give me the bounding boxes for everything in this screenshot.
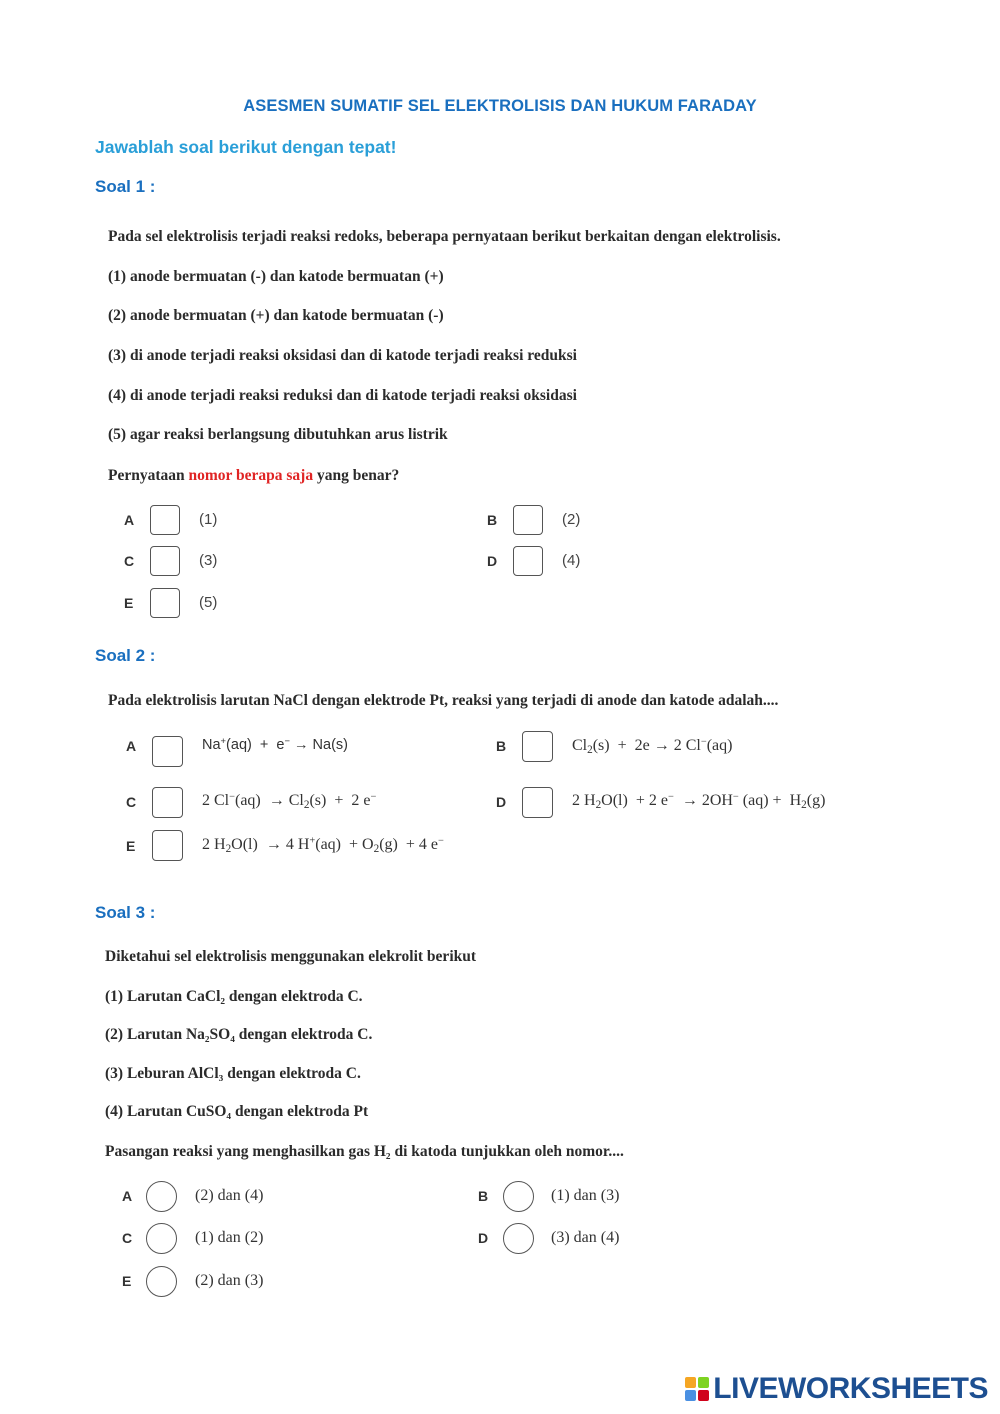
option-letter: E: [122, 1273, 132, 1289]
soal-1-option-d-checkbox[interactable]: [513, 546, 543, 576]
soal-1-heading: Soal 1 :: [95, 177, 156, 196]
liveworksheets-logo-icon: [685, 1377, 709, 1401]
soal-3-heading: Soal 3 :: [95, 903, 156, 922]
option-letter: D: [496, 794, 507, 810]
option-letter: B: [496, 738, 507, 754]
soal-2-option-a-checkbox[interactable]: [152, 736, 183, 767]
soal-2-option-e-checkbox[interactable]: [152, 830, 183, 861]
soal-3-statement: (3) Leburan AlCl₃ dengan elektroda C.: [105, 1065, 361, 1082]
option-text: (5): [199, 594, 218, 611]
soal-1-statement: (5) agar reaksi berlangsung dibutuhkan arus listrik: [108, 426, 448, 443]
soal-1-statement: (4) di anode terjadi reaksi reduksi dan di katode terjadi reaksi oksidasi: [108, 387, 577, 404]
option-letter: C: [126, 794, 137, 810]
page-title: ASESMEN SUMATIF SEL ELEKTROLISIS DAN HUKUM FARADAY: [243, 97, 757, 115]
soal-2-option-b-checkbox[interactable]: [522, 731, 553, 762]
question-text: yang benar?: [313, 467, 400, 484]
soal-1-statement: (3) di anode terjadi reaksi oksidasi dan di katode terjadi reaksi reduksi: [108, 347, 577, 364]
soal-2-intro: Pada elektrolisis larutan NaCl dengan elektrode Pt, reaksi yang terjadi di anode dan katode adalah....: [108, 692, 779, 709]
soal-3-option-a-radio[interactable]: [146, 1181, 177, 1212]
option-text: (3) dan (4): [551, 1229, 620, 1246]
soal-3-question: Pasangan reaksi yang menghasilkan gas H₂ di katoda tunjukkan oleh nomor....: [105, 1143, 624, 1160]
logo-square: [698, 1377, 709, 1388]
option-text: (4): [562, 552, 581, 569]
option-equation: $Cl_2(s) + 2e \to 2$ Cl−(aq): [572, 736, 733, 756]
question-text: Pernyataan: [108, 467, 189, 484]
option-text: (1): [199, 511, 218, 528]
option-equation: Na+(aq) + e− → Na(s): [202, 734, 348, 753]
soal-2-option-d-checkbox[interactable]: [522, 787, 553, 818]
option-text: (3): [199, 552, 218, 569]
soal-3-statement: (2) Larutan Na₂SO₄ dengan elektroda C.: [105, 1026, 373, 1043]
logo-square: [685, 1390, 696, 1401]
option-letter: C: [122, 1230, 133, 1246]
soal-1-question: [108, 467, 399, 485]
option-letter: A: [122, 1188, 133, 1204]
soal-3-option-d-radio[interactable]: [503, 1223, 534, 1254]
option-text: (2) dan (3): [195, 1272, 264, 1289]
soal-3-statement: (1) Larutan CaCl₂ dengan elektroda C.: [105, 988, 363, 1005]
option-letter: E: [126, 838, 136, 854]
option-letter: A: [124, 512, 135, 528]
option-equation: 2 $Cl^-(aq) \to Cl_2(s) + 2$ e−: [202, 791, 377, 811]
option-text: (1) dan (2): [195, 1229, 264, 1246]
option-letter: A: [126, 738, 137, 754]
soal-1-intro: Pada sel elektrolisis terjadi reaksi redoks, beberapa pernyataan berikut berkaitan dengan elektrolisis.: [108, 228, 781, 245]
soal-1-statement: (1) anode bermuatan (-) dan katode bermuatan (+): [108, 268, 444, 285]
option-letter: C: [124, 553, 135, 569]
soal-3-option-e-radio[interactable]: [146, 1266, 177, 1297]
soal-1-option-c-checkbox[interactable]: [150, 546, 180, 576]
liveworksheets-logo: [685, 1374, 988, 1404]
soal-3-option-b-radio[interactable]: [503, 1181, 534, 1212]
soal-3-intro: Diketahui sel elektrolisis menggunakan elekrolit berikut: [105, 948, 477, 965]
option-letter: D: [478, 1230, 489, 1246]
soal-1-statement: (2) anode bermuatan (+) dan katode bermuatan (-): [108, 307, 444, 324]
option-equation: 2 $H_2O(l) + 2$ e− → 2OH− $(aq) + H_2(g)$: [572, 791, 826, 811]
liveworksheets-brand: LIVEWORKSHEETS: [713, 1372, 988, 1405]
question-emphasis: nomor berapa saja: [188, 467, 314, 484]
soal-3-statement: (4) Larutan CuSO₄ dengan elektroda Pt: [105, 1103, 369, 1120]
option-letter: E: [124, 595, 134, 611]
option-equation: 2 $H_2O(l) \to 4$ $H^+(aq) + O_2(g) + 4$ e−: [202, 835, 444, 855]
soal-1-option-a-checkbox[interactable]: [150, 505, 180, 535]
soal-2-heading: Soal 2 :: [95, 646, 156, 665]
instruction-text: Jawablah soal berikut dengan tepat!: [95, 137, 397, 157]
logo-square: [698, 1390, 709, 1401]
option-letter: B: [487, 512, 498, 528]
soal-1-option-e-checkbox[interactable]: [150, 588, 180, 618]
soal-1-option-b-checkbox[interactable]: [513, 505, 543, 535]
soal-3-option-c-radio[interactable]: [146, 1223, 177, 1254]
option-text: (2) dan (4): [195, 1187, 264, 1204]
option-letter: D: [487, 553, 498, 569]
option-text: (1) dan (3): [551, 1187, 620, 1204]
soal-2-option-c-checkbox[interactable]: [152, 787, 183, 818]
logo-square: [685, 1377, 696, 1388]
option-letter: B: [478, 1188, 489, 1204]
option-text: (2): [562, 511, 581, 528]
